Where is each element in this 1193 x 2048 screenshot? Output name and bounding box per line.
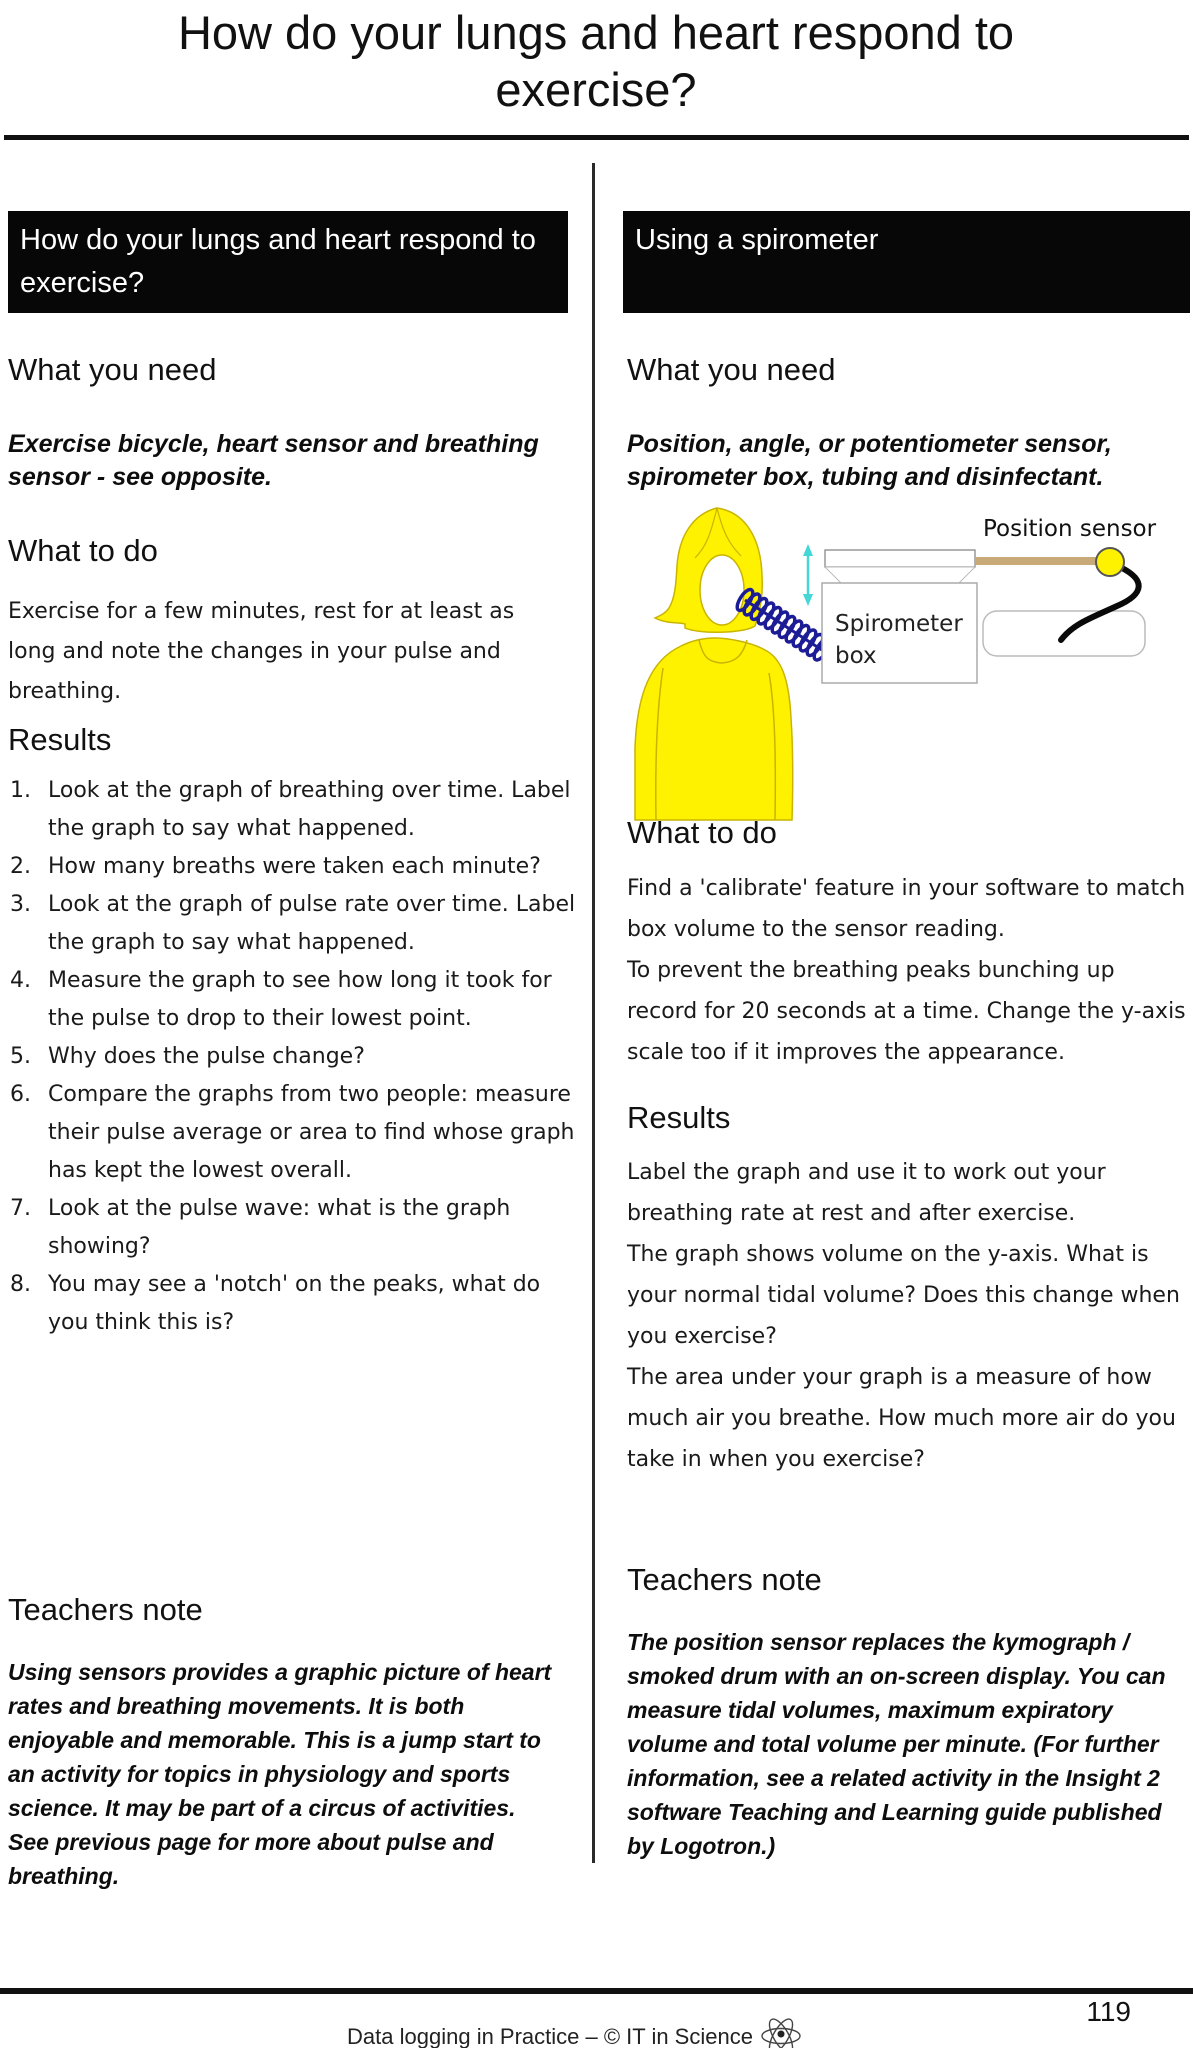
- lid-movement-arrow-icon: [803, 544, 813, 606]
- column-divider: [592, 163, 595, 1863]
- right-header-bar: Using a spirometer: [623, 211, 1190, 313]
- atom-logo-icon: [759, 2014, 803, 2048]
- right-results-heading: Results: [627, 1100, 731, 1135]
- list-item: [10, 772, 576, 848]
- left-what-you-need-text: Exercise bicycle, heart sensor and breathing sensor - see opposite.: [8, 430, 539, 491]
- results-question-list: [10, 772, 576, 1342]
- page-title: How do your lungs and heart respond to exercise?: [177, 6, 1015, 116]
- right-what-to-do-heading: What to do: [627, 815, 777, 850]
- list-item: [10, 886, 576, 962]
- right-what-to-do-text: [627, 868, 1187, 1073]
- right-teachers-note-text: The position sensor replaces the kymograph / smoked drum with an on-screen display. You can measure tidal volumes, maximum expiratory volume and total volume per minute. (For further information, see a related activity in the Insight 2 software Teaching and Learning guide published by Logotron.): [627, 1629, 1166, 1859]
- position-sensor-label: Position sensor: [983, 516, 1157, 542]
- left-teachers-note-heading: Teachers note: [8, 1592, 203, 1627]
- paragraph: Find a 'calibrate' feature in your software to match box volume to the sensor reading.: [627, 876, 1186, 942]
- spirometer-box-label: Spirometer: [835, 611, 963, 637]
- footer-text: Data logging in Practice – © IT in Science: [347, 2024, 753, 2048]
- list-item-number: 3.: [10, 892, 31, 917]
- spirometer-diagram: [623, 488, 1190, 823]
- left-what-to-do-heading: What to do: [8, 533, 158, 568]
- list-item-number: 5.: [10, 1044, 31, 1069]
- list-item: [10, 1076, 576, 1190]
- list-item: [10, 1190, 576, 1266]
- footer-rule: [0, 1988, 1193, 1994]
- list-item: [10, 1038, 576, 1076]
- right-what-you-need-text: Position, angle, or potentiometer sensor, spirometer box, tubing and disinfectant.: [627, 430, 1112, 491]
- paragraph: The graph shows volume on the y-axis. What is your normal tidal volume? Does this change when you exercise?: [627, 1242, 1180, 1349]
- list-item-text: Look at the graph of breathing over time. Label the graph to say what happened.: [48, 778, 571, 841]
- list-item-text: Why does the pulse change?: [48, 1044, 365, 1069]
- right-what-you-need-heading: What you need: [627, 352, 836, 387]
- left-what-to-do-text: Exercise for a few minutes, rest for at least as long and note the changes in your pulse and breathing.: [8, 599, 515, 704]
- left-teachers-note-text: Using sensors provides a graphic picture of heart rates and breathing movements. It is both enjoyable and memorable. This is a jump start to an activity for topics in physiology and sports science. It may be part of a circus of activities. See previous page for more about pulse and breathing.: [8, 1659, 552, 1889]
- list-item: [10, 962, 576, 1038]
- title-divider-rule: [4, 135, 1189, 140]
- list-item: [10, 1266, 576, 1342]
- page-number: 119: [1086, 1996, 1131, 2027]
- list-item-text: How many breaths were taken each minute?: [48, 854, 541, 879]
- list-item-number: 2.: [10, 854, 31, 879]
- right-teachers-note-heading: Teachers note: [627, 1562, 822, 1597]
- left-what-you-need-heading: What you need: [8, 352, 217, 387]
- person-figure: [635, 508, 793, 820]
- right-results-text: [627, 1152, 1187, 1480]
- spirometer-box-label-line2: box: [835, 643, 877, 669]
- paragraph: The area under your graph is a measure of how much air you breathe. How much more air do you take in when you exercise?: [627, 1365, 1176, 1472]
- list-item-number: 8.: [10, 1272, 31, 1297]
- footer: [0, 2014, 1150, 2048]
- list-item-text: Look at the pulse wave: what is the graph showing?: [48, 1196, 511, 1259]
- list-item-number: 6.: [10, 1082, 31, 1107]
- position-sensor-graphic: [975, 548, 1145, 656]
- list-item: [10, 848, 576, 886]
- list-item-number: 1.: [10, 778, 31, 803]
- spirometer-box-graphic: [822, 550, 977, 683]
- list-item-number: 4.: [10, 968, 31, 993]
- paragraph: To prevent the breathing peaks bunching up record for 20 seconds at a time. Change the y-axis scale too if it improves the appearance.: [627, 958, 1186, 1065]
- list-item-text: Look at the graph of pulse rate over time. Label the graph to say what happened.: [48, 892, 576, 955]
- list-item-text: Measure the graph to see how long it took for the pulse to drop to their lowest point.: [48, 968, 552, 1031]
- list-item-text: You may see a 'notch' on the peaks, what do you think this is?: [48, 1272, 541, 1335]
- list-item-text: Compare the graphs from two people: measure their pulse average or area to find whose graph has kept the lowest overall.: [48, 1082, 575, 1183]
- left-results-heading: Results: [8, 722, 112, 757]
- list-item-number: 7.: [10, 1196, 31, 1221]
- paragraph: Label the graph and use it to work out your breathing rate at rest and after exercise.: [627, 1160, 1106, 1226]
- left-header-bar: How do your lungs and heart respond to exercise?: [8, 211, 568, 313]
